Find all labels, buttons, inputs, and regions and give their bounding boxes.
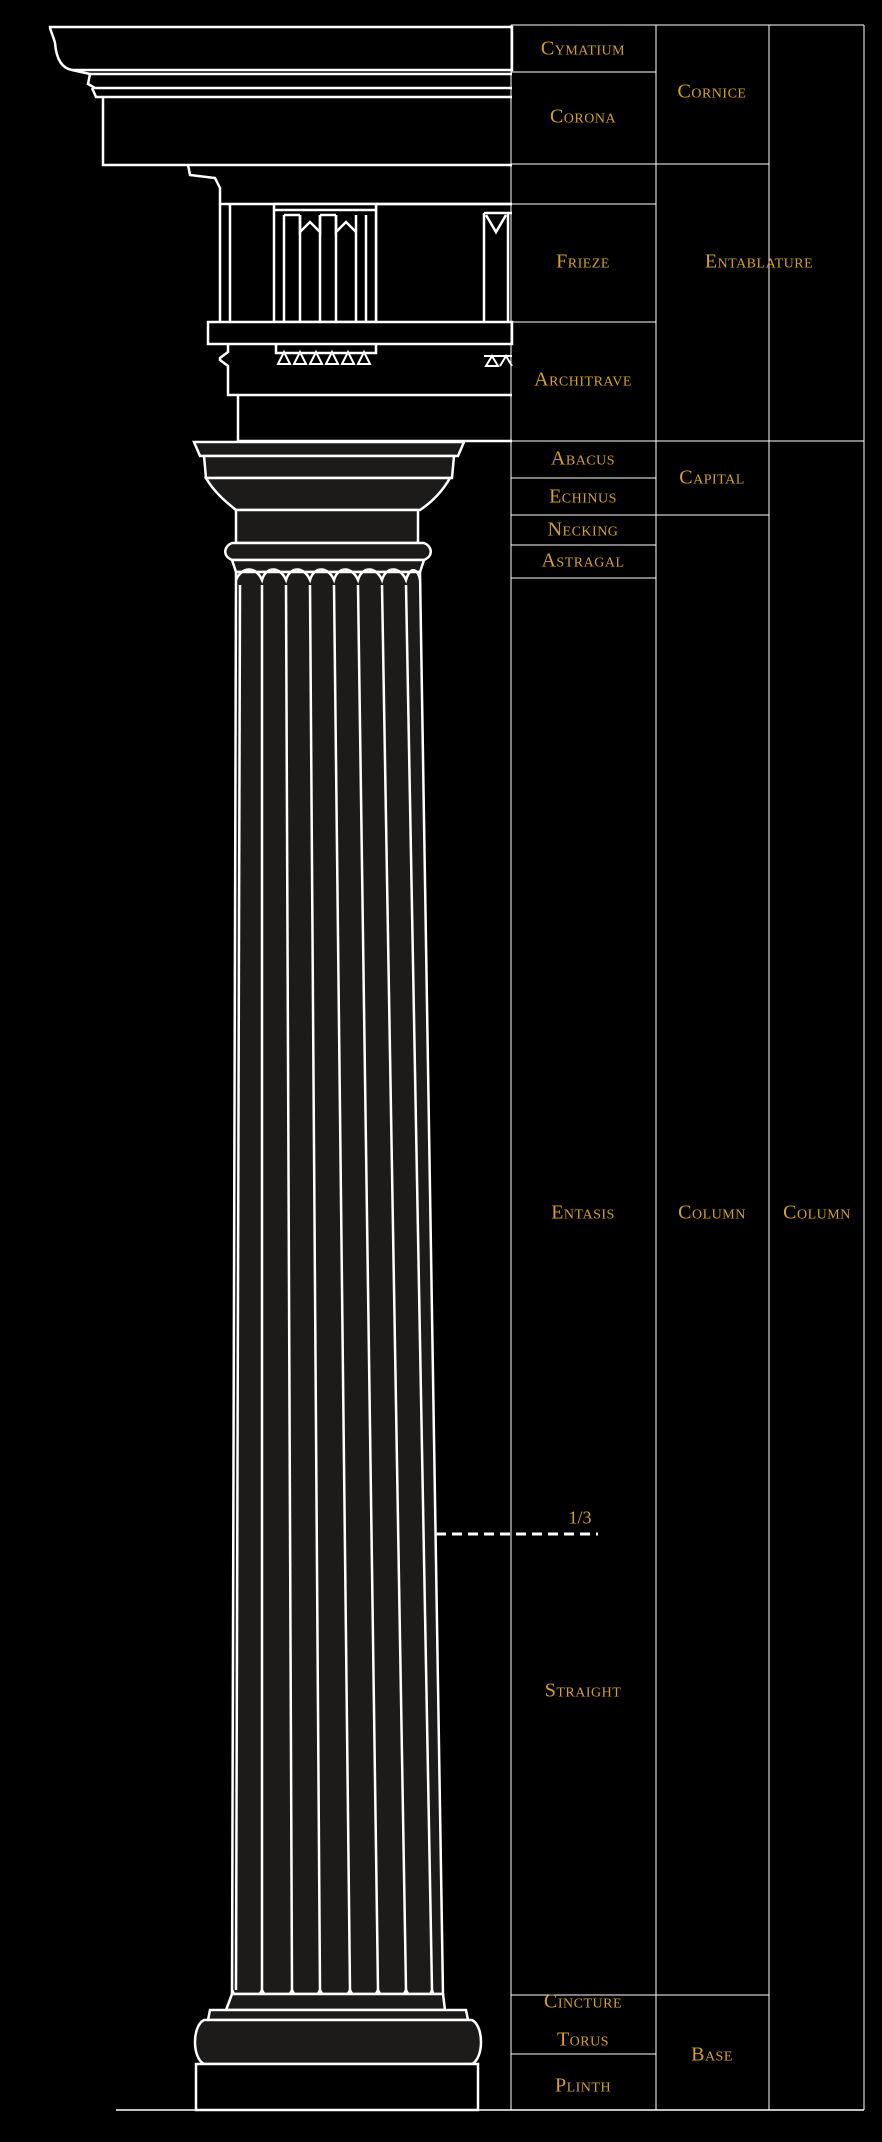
- label-necking: Necking: [547, 518, 619, 541]
- label-echinus: Echinus: [549, 485, 617, 508]
- label-cornice: Cornice: [677, 80, 747, 103]
- architrave-drawing: [208, 322, 512, 441]
- label-corona: Corona: [549, 105, 617, 128]
- label-cincture: Cincture: [543, 1990, 623, 2013]
- label-column-mid: Column: [678, 1201, 746, 1224]
- label-straight: Straight: [544, 1679, 622, 1702]
- frieze-drawing: [188, 165, 512, 322]
- cornice-drawing: [50, 27, 512, 165]
- label-torus: Torus: [556, 2028, 610, 2051]
- label-table: [511, 25, 864, 2110]
- column-drawing: [50, 27, 864, 2110]
- label-astragal: Astragal: [541, 549, 625, 572]
- shaft-drawing: [232, 570, 443, 2002]
- base-drawing: [195, 1994, 481, 2110]
- label-abacus: Abacus: [550, 447, 616, 470]
- label-entablature: Entablature: [704, 250, 814, 273]
- label-column-outer: Column: [783, 1201, 851, 1224]
- label-plinth: Plinth: [554, 2074, 612, 2097]
- label-cymatium: Cymatium: [540, 37, 626, 60]
- label-capital: Capital: [679, 466, 745, 489]
- label-entasis: Entasis: [551, 1201, 615, 1224]
- label-architrave: Architrave: [534, 368, 632, 391]
- label-frieze: Frieze: [556, 250, 610, 273]
- label-base: Base: [691, 2043, 733, 2066]
- label-one-third: 1/3: [568, 1507, 592, 1528]
- capital-drawing: [194, 442, 464, 572]
